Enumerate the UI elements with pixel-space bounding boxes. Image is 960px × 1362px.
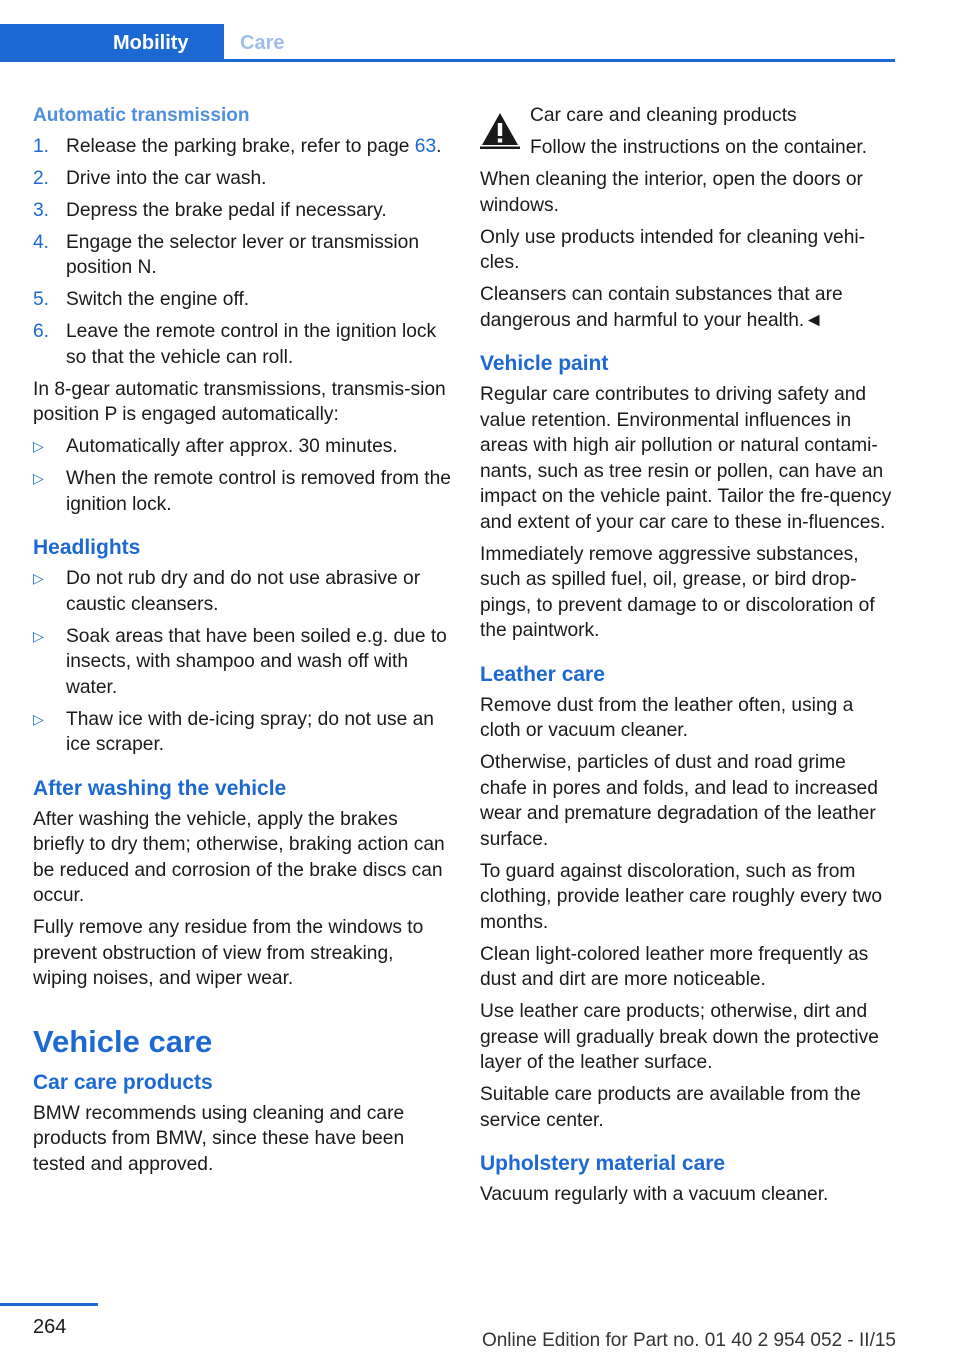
step-number: 6. bbox=[33, 321, 50, 342]
car-wash-steps-list bbox=[33, 134, 453, 371]
leather-paragraph-6: Suitable care products are available from the service center. bbox=[480, 1084, 861, 1131]
triangle-bullet-icon: ▷ bbox=[33, 470, 44, 486]
list-item bbox=[33, 319, 453, 370]
bullet-text: Automatically after approx. 30 minutes. bbox=[66, 436, 398, 457]
step-number: 1. bbox=[33, 135, 50, 157]
after-washing-paragraph-1: After washing the vehicle, apply the brakes briefly to dry them; otherwise, braking action can be reduced and corrosion of the brake discs can occur. bbox=[33, 808, 445, 906]
bullet-text: Thaw ice with de-icing spray; do not use an ice scraper. bbox=[66, 708, 434, 755]
step-text: Switch the engine off. bbox=[66, 289, 250, 310]
headlights-bullets bbox=[33, 566, 453, 758]
step-text: Engage the selector lever or transmission position N. bbox=[66, 231, 420, 278]
tab-mobility[interactable]: Mobility bbox=[0, 24, 224, 62]
list-item bbox=[33, 198, 453, 224]
bullet-text: Soak areas that have been soiled e.g. due to insects, with shampoo and wash off with water. bbox=[66, 625, 447, 698]
list-item bbox=[33, 624, 453, 701]
vehicle-paint-paragraph-2: Immediately remove aggressive substances, such as spilled fuel, oil, grease, or bird drop‐pings, to prevent damage to or discoloration of the paintwork. bbox=[480, 543, 875, 641]
vehicle-paint-heading: Vehicle paint bbox=[480, 352, 609, 375]
list-item bbox=[33, 434, 453, 460]
step-text: Release the parking brake, refer to page bbox=[66, 135, 415, 157]
footer-rule bbox=[0, 1303, 98, 1306]
vehicle-paint-paragraph-1: Regular care contributes to driving safety and value retention. Environmental influences in areas with high air pollution or natural contami‐nants, such as tree resin or pollen, can have an impact on the vehicle paint. Tailor the fre‐quency and extent of your car care to these in‐fluences. bbox=[480, 384, 892, 533]
car-care-products-paragraph: BMW recommends using cleaning and care products from BMW, since these have been tested and approved. bbox=[33, 1102, 405, 1175]
list-item bbox=[33, 566, 453, 617]
upholstery-paragraph: Vacuum regularly with a vacuum cleaner. bbox=[480, 1184, 829, 1205]
warning-title: Car care and cleaning products bbox=[530, 105, 797, 126]
warning-paragraph-3: Cleansers can contain substances that are dangerous and harmful to your health.◄ bbox=[480, 284, 843, 331]
list-item bbox=[33, 166, 453, 192]
list-item bbox=[33, 230, 453, 281]
warning-triangle-icon bbox=[480, 111, 520, 149]
step-number: 5. bbox=[33, 289, 50, 310]
leather-paragraph-2: Otherwise, particles of dust and road grime chafe in pores and folds, and lead to increased wear and premature degradation of the leather surface. bbox=[480, 752, 878, 850]
list-item bbox=[33, 287, 453, 313]
upholstery-heading: Upholstery material care bbox=[480, 1152, 726, 1175]
step-text: Depress the brake pedal if necessary. bbox=[66, 199, 387, 221]
list-item bbox=[33, 466, 453, 517]
warning-paragraph-1: When cleaning the interior, open the doors or windows. bbox=[480, 169, 863, 216]
triangle-bullet-icon: ▷ bbox=[33, 627, 44, 644]
car-care-products-heading: Car care products bbox=[33, 1070, 213, 1094]
left-column bbox=[33, 103, 453, 1184]
step-number: 2. bbox=[33, 167, 50, 189]
warning-block bbox=[480, 103, 898, 161]
bullet-text: Do not rub dry and do not use abrasive or caustic cleansers. bbox=[66, 568, 421, 615]
leather-care-heading: Leather care bbox=[480, 662, 605, 686]
after-washing-heading: After washing the vehicle bbox=[33, 776, 287, 800]
warning-instruction: Follow the instructions on the container. bbox=[530, 137, 868, 158]
step-number: 3. bbox=[33, 199, 50, 221]
leather-paragraph-1: Remove dust from the leather often, using a cloth or vacuum cleaner. bbox=[480, 694, 854, 741]
edition-text: Online Edition for Part no. 01 40 2 954 052 - II/15 bbox=[481, 1330, 896, 1351]
after-washing-paragraph-2: Fully remove any residue from the windows to prevent obstruction of view from streaking, wiping noises, and wiper wear. bbox=[33, 917, 424, 989]
list-item bbox=[33, 134, 453, 160]
step-text: Leave the remote control in the ignition lock so that the vehicle can roll. bbox=[66, 321, 437, 368]
list-item bbox=[33, 707, 453, 758]
page-link[interactable]: 63 bbox=[414, 135, 437, 157]
leather-paragraph-4: Clean light-colored leather more frequently as dust and dirt are more noticeable. bbox=[480, 943, 869, 990]
triangle-bullet-icon: ▷ bbox=[33, 710, 44, 727]
step-number: 4. bbox=[33, 231, 50, 253]
triangle-bullet-icon: ▷ bbox=[33, 570, 44, 586]
triangle-bullet-icon: ▷ bbox=[33, 438, 44, 454]
bullet-text: When the remote control is removed from the ignition lock. bbox=[66, 468, 451, 515]
vehicle-care-heading: Vehicle care bbox=[33, 1023, 213, 1059]
automatic-transmission-heading: Automatic transmission bbox=[33, 105, 250, 126]
right-column bbox=[480, 103, 898, 1214]
leather-paragraph-3: To guard against discoloration, such as from clothing, provide leather care roughly every two months. bbox=[480, 860, 883, 933]
page-number: 264 bbox=[33, 1316, 67, 1338]
eight-gear-paragraph: In 8-gear automatic transmissions, transmis‐sion position P is engaged automatically: bbox=[33, 378, 446, 425]
tab-care[interactable]: Care bbox=[240, 32, 285, 54]
header-rule bbox=[0, 59, 895, 62]
warning-paragraph-2: Only use products intended for cleaning vehi‐cles. bbox=[480, 226, 866, 273]
header-tab-bar bbox=[0, 24, 895, 62]
step-text: Drive into the car wash. bbox=[66, 167, 267, 189]
eight-gear-bullets bbox=[33, 434, 453, 517]
headlights-heading: Headlights bbox=[33, 536, 141, 559]
step-text-end: . bbox=[436, 135, 442, 157]
leather-paragraph-5: Use leather care products; otherwise, dirt and grease will gradually break down the protective layer of the leather surface. bbox=[480, 1001, 879, 1073]
